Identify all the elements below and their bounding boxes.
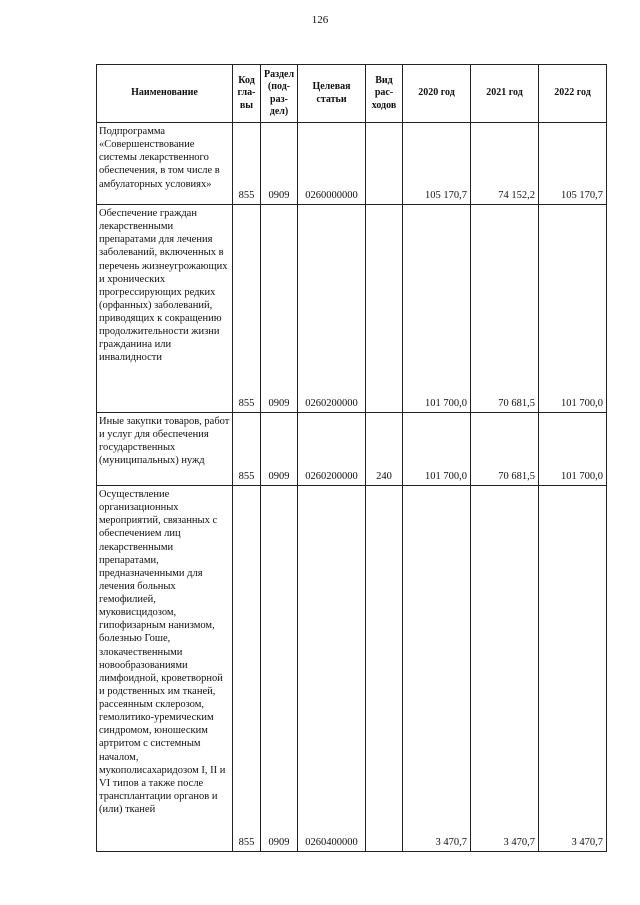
row-2021: 74 152,2 [471, 123, 539, 205]
row-2022: 3 470,7 [539, 486, 607, 852]
row-target-item: 0260200000 [298, 205, 366, 413]
row-section: 0909 [261, 413, 298, 486]
row-name [97, 205, 233, 413]
row-expense-type [366, 123, 403, 205]
row-chapter-code: 855 [233, 123, 261, 205]
row-chapter-code: 855 [233, 486, 261, 852]
row-2022: 101 700,0 [539, 205, 607, 413]
row-2020: 101 700,0 [403, 205, 471, 413]
row-expense-type [366, 205, 403, 413]
row-name [97, 123, 233, 205]
budget-table [96, 64, 607, 852]
table-row [97, 413, 607, 486]
row-section: 0909 [261, 486, 298, 852]
row-chapter-code: 855 [233, 205, 261, 413]
row-name-text: Осуществление организационных мероприятий, связанных с обеспечением лиц лекарственными препаратами, предназначенными для лечения больных гемофилией, муковисцидозом, гипофизарным нанизмом, болезнью Гоше, злокачественными новообразованиями лимфоидной, кроветворной и родственных им тканей, рассеянным склерозом, гемолитико-уремическим синдромом, юношеским артритом с системным началом, мукополисахаридозом I, II и VI типов а также после трансплантации органов и (или) тканей [99, 489, 226, 815]
row-2022: 105 170,7 [539, 123, 607, 205]
header-expense-type: Вид рас-ходов [366, 65, 403, 123]
row-chapter-code: 855 [233, 413, 261, 486]
row-target-item: 0260200000 [298, 413, 366, 486]
header-section: Раздел (под-раз-дел) [261, 65, 298, 123]
row-2020: 101 700,0 [403, 413, 471, 486]
header-name: Наименование [97, 65, 233, 123]
row-expense-type [366, 486, 403, 852]
header-target-item: Целевая статьи [298, 65, 366, 123]
row-name [97, 413, 233, 486]
row-name-text: Подпрограмма «Совершенствование системы лекарственного обеспечения, в том числе в амбулаторных условиях» [99, 126, 220, 190]
header-2022: 2022 год [539, 65, 607, 123]
table-row [97, 123, 607, 205]
page-number: 126 [311, 14, 329, 26]
row-2020: 105 170,7 [403, 123, 471, 205]
row-2020: 3 470,7 [403, 486, 471, 852]
header-2020: 2020 год [403, 65, 471, 123]
row-name-text: Иные закупки товаров, работ и услуг для обеспечения государственных (муниципальных) нужд [99, 416, 230, 467]
row-2022: 101 700,0 [539, 413, 607, 486]
row-name-text: Обеспечение граждан лекарственными препаратами для лечения заболеваний, включенных в перечень жизнеугрожающих и хронических прогрессирующих редких (орфанных) заболеваний, приводящих к сокращению продолжительности жизни гражданина или инвалидности [99, 208, 228, 364]
row-name [97, 486, 233, 852]
row-section: 0909 [261, 123, 298, 205]
row-2021: 3 470,7 [471, 486, 539, 852]
row-2021: 70 681,5 [471, 205, 539, 413]
row-target-item: 0260400000 [298, 486, 366, 852]
table-row [97, 205, 607, 413]
row-2021: 70 681,5 [471, 413, 539, 486]
row-expense-type: 240 [366, 413, 403, 486]
table-row [97, 486, 607, 852]
header-chapter-code: Код гла-вы [233, 65, 261, 123]
row-target-item: 0260000000 [298, 123, 366, 205]
table-header-row [97, 65, 607, 123]
row-section: 0909 [261, 205, 298, 413]
header-2021: 2021 год [471, 65, 539, 123]
